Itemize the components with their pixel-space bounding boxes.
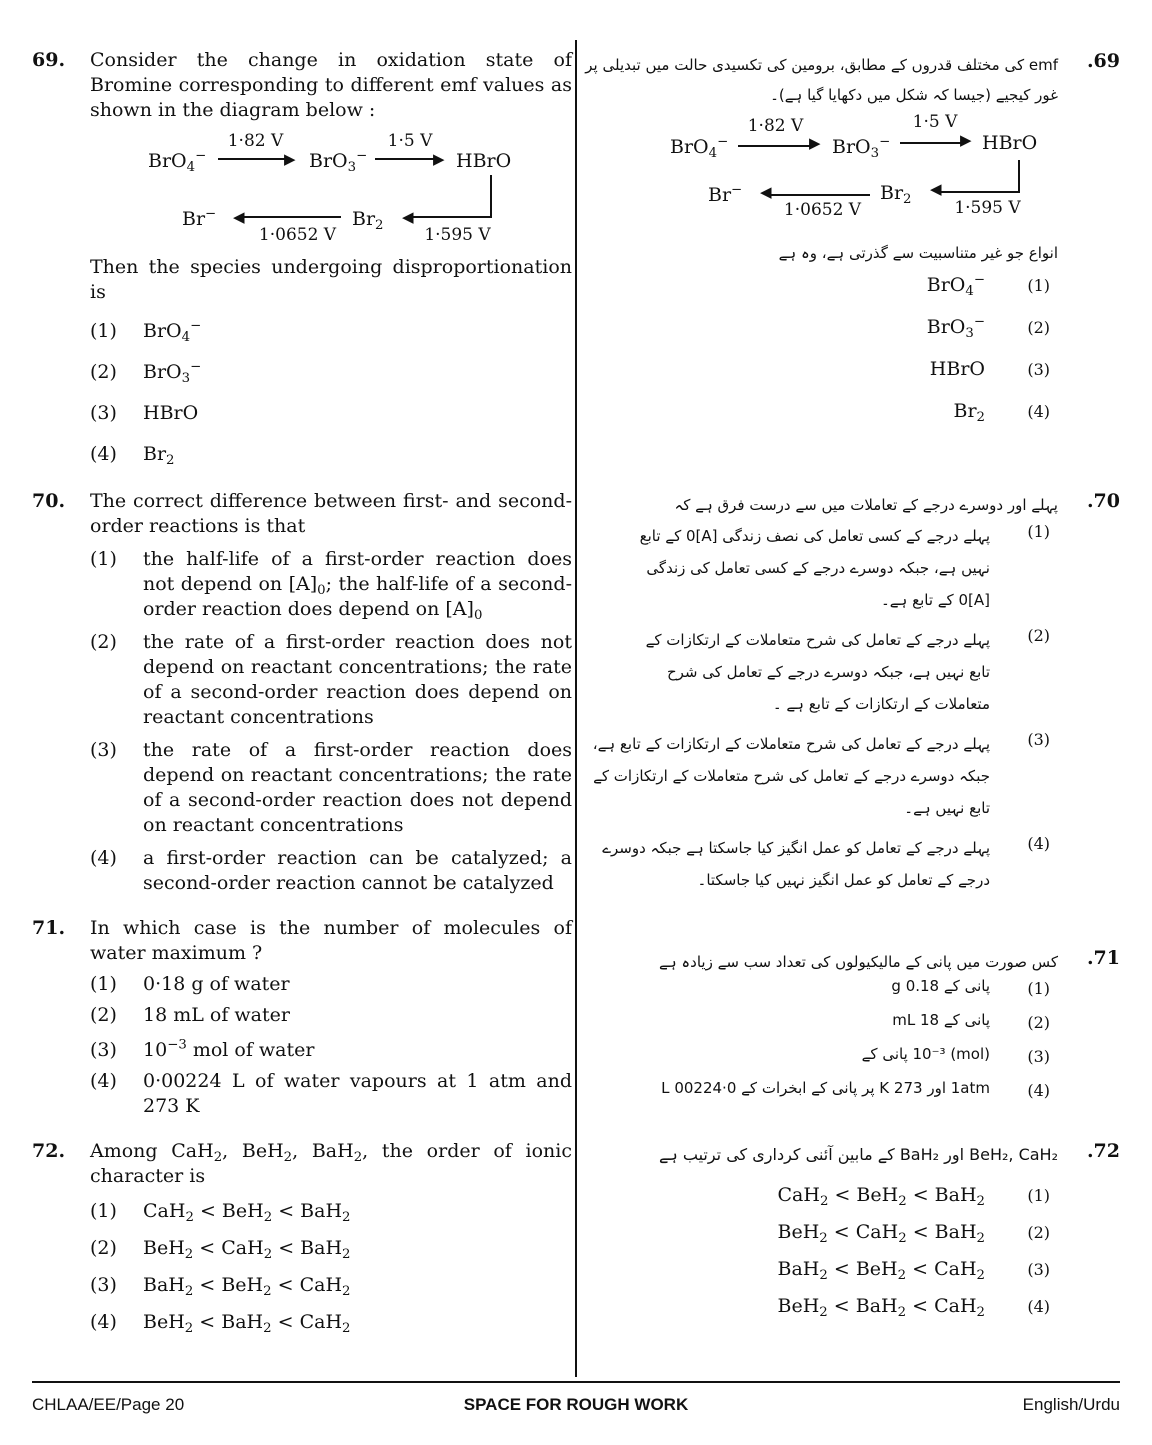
option-2[interactable]: (2) BrO$_3$− [90, 359, 202, 386]
option-4[interactable]: (4) پہلے درجے کے تعامل کو عمل انگیز کیا جاسکتا ہے جبکہ دوسرے درجے کے تعامل کو عمل انگیز نہیں کیا جاسکتا۔ [602, 834, 1050, 889]
option-2[interactable]: (2) BrO$_3$− [926, 314, 1050, 341]
question-69 [32, 48, 572, 467]
urdu-question-71 [585, 947, 1120, 1113]
question-number: 69. [32, 49, 66, 71]
arrow-4 [243, 216, 341, 218]
column-divider [575, 40, 577, 1377]
arrow-1 [738, 145, 813, 147]
option-3[interactable]: (3) HBrO [929, 358, 1050, 380]
option-4[interactable]: (4) 1atm اور 273 K پر پانی کے ابخرات کے 0·00224 L [661, 1079, 1050, 1100]
arrow-3-vertical [1018, 160, 1020, 192]
arrow-head-4: ◀ [760, 183, 772, 201]
emf-diagram [90, 131, 572, 245]
arrow-3-vertical [490, 175, 492, 217]
emf-label-2: 1·5 V [912, 112, 958, 132]
question-text: Among CaH$_2$, BeH$_2$, BaH$_2$, the order of ionic character is [90, 1140, 572, 1187]
emf-label-4: 1·0652 V [258, 225, 337, 245]
option-1[interactable]: (1) پانی کے 0.18 g [891, 977, 1050, 998]
option-4[interactable]: (4) $Br_2$ [953, 400, 1050, 425]
option-3[interactable]: (3) the rate of a first-order reaction does depend on reactant concentrations; the rate of a second-order reaction does not depend on reactant concentrations [90, 739, 572, 836]
arrow-2 [900, 142, 964, 144]
emf-label-4: 1·0652 V [783, 200, 862, 220]
species-br-minus: Br− [708, 182, 743, 206]
option-4[interactable]: (4) 0·00224 L of water vapours at 1 atm and 273 K [90, 1070, 572, 1117]
emf-diagram-urdu [670, 112, 1120, 228]
question-text: BeH₂, CaH₂ اور BaH₂ کے مابین آئنی کرداری کی ترتیب ہے [659, 1145, 1058, 1164]
option-4[interactable]: (4) BeH$_2$ < BaH$_2$ < CaH$_2$ [90, 1311, 351, 1336]
option-3[interactable]: (3) BaH$_2$ < BeH$_2$ < CaH$_2$ [90, 1274, 351, 1299]
question-72 [32, 1139, 572, 1335]
emf-label-3: 1·595 V [424, 225, 491, 245]
question-number: 72. [32, 1140, 66, 1162]
arrow-head-2: ▶ [960, 131, 972, 149]
option-2[interactable]: (2) پانی کے 18 mL [892, 1011, 1050, 1032]
species-hbro: HBrO [456, 150, 512, 172]
option-1[interactable]: (1) BrO$_4$− [90, 318, 202, 345]
rough-work-label: SPACE FOR ROUGH WORK [463, 1395, 689, 1414]
question-71 [32, 916, 572, 1119]
arrow-3 [412, 216, 492, 218]
question-text: Consider the change in oxidation state of Bromine corresponding to different emf values as shown in the diagram below : [90, 49, 572, 121]
arrow-head-3: ◀ [402, 208, 414, 226]
question-text: The correct difference between first- and second-order reactions is that [90, 490, 572, 537]
option-3[interactable]: (3) (mol) 10⁻³ پانی کے [861, 1045, 1050, 1066]
urdu-options-72 [585, 1184, 1120, 1332]
question-text: In which case is the number of molecules of water maximum ? [90, 917, 572, 964]
english-column [32, 48, 572, 1349]
species-bro3: BrO$_3$− [309, 148, 368, 175]
urdu-question-72 [585, 1140, 1120, 1332]
question-text: پہلے اور دوسرے درجے کے تعاملات میں سے درست فرق ہے کہ [674, 496, 1058, 514]
question-stem-2: Then the species undergoing disproportionation is [90, 256, 572, 303]
question-text: کس صورت میں پانی کے مالیکیولوں کی تعداد سب سے زیادہ ہے [659, 953, 1058, 971]
emf-label-2: 1·5 V [387, 131, 433, 151]
option-1[interactable]: (1) BrO$_4$− [926, 272, 1050, 299]
option-1[interactable]: (1) CaH$_2$ < BeH$_2$ < BaH$_2$ [777, 1184, 1050, 1209]
species-br-minus: Br− [182, 206, 217, 230]
species-bro4: BrO$_4$− [670, 134, 729, 161]
option-1[interactable]: (1) CaH$_2$ < BeH$_2$ < BaH$_2$ [90, 1200, 351, 1225]
question-text: emf کی مختلف قدروں کے مطابق، برومین کی تکسیدی حالت میں تبدیلی پر غور کیجیے (جیسا کہ شکل میں دکھایا گیا ہے)۔ [585, 56, 1058, 104]
option-2[interactable]: (2) 18 mL of water [90, 1004, 290, 1026]
option-2[interactable]: (2) BeH$_2$ < CaH$_2$ < BaH$_2$ [90, 1237, 351, 1262]
question-number: .72 [1086, 1140, 1120, 1162]
page-code: CHLAA/EE/Page 20 [32, 1395, 185, 1414]
option-1[interactable]: (1) the half-life of a first-order reaction does not depend on $[A]_0$; the half-life of a second-order reaction does depend on $[A]_0$ [90, 548, 572, 623]
page-footer [32, 1381, 1120, 1433]
option-4[interactable]: (4) BeH$_2$ < BaH$_2$ < CaH$_2$ [777, 1295, 1050, 1320]
question-number: .71 [1086, 947, 1120, 969]
species-br2: $Br_2$ [352, 208, 384, 233]
option-4[interactable]: (4) a first-order reaction can be catalyzed; a second-order reaction cannot be catalyzed [90, 847, 572, 894]
question-number: .70 [1086, 490, 1120, 512]
question-number: .69 [1086, 50, 1120, 72]
question-70 [32, 489, 572, 896]
emf-label-3: 1·595 V [954, 198, 1021, 218]
emf-label-1: 1·82 V [227, 131, 284, 151]
arrow-2 [375, 158, 437, 160]
arrow-head-4: ◀ [233, 208, 245, 226]
language-label: English/Urdu [1022, 1395, 1120, 1414]
urdu-question-70 [585, 490, 1120, 902]
question-stem-2: انواع جو غیر متناسبیت سے گذرتی ہے، وہ ہے [778, 244, 1058, 262]
arrow-head-1: ▶ [284, 150, 296, 168]
option-1[interactable]: (1) 0·18 g of water [90, 973, 290, 995]
arrow-1 [218, 158, 288, 160]
option-3[interactable]: (3) BaH$_2$ < BeH$_2$ < CaH$_2$ [777, 1258, 1050, 1283]
question-number: 70. [32, 490, 66, 512]
arrow-head-2: ▶ [433, 150, 445, 168]
option-1[interactable]: (1) پہلے درجے کے کسی تعامل کی نصف زندگی [A]0 کے تابع نہیں ہے، جبکہ دوسرے درجے کے کسی تعامل کی زندگی [A]0 کے تابع ہے۔ [639, 522, 1050, 609]
arrow-4 [770, 194, 870, 196]
urdu-question-69 [585, 50, 1120, 442]
question-number: 71. [32, 917, 66, 939]
arrow-3 [940, 191, 1020, 193]
option-2[interactable]: (2) BeH$_2$ < CaH$_2$ < BaH$_2$ [777, 1221, 1050, 1246]
arrow-head-3: ◀ [930, 180, 942, 198]
option-3[interactable]: (3) $10^{-3}$ mol of water [90, 1037, 315, 1061]
emf-label-1: 1·82 V [747, 116, 804, 136]
species-bro3: BrO$_3$− [832, 134, 891, 161]
species-br2: $Br_2$ [880, 182, 912, 207]
option-2[interactable]: (2) the rate of a first-order reaction does not depend on reactant concentrations; the rate of a second-order reaction does depend on reactant concentrations [90, 631, 572, 728]
option-4[interactable]: (4) $Br_2$ [90, 443, 175, 468]
species-hbro: HBrO [982, 132, 1038, 154]
option-3[interactable]: (3) پہلے درجے کے تعامل کی شرح متعاملات کے ارتکازات کے تابع ہے، جبکہ دوسرے درجے کے تعامل کی شرح متعاملات کے ارتکازات کے تابع نہیں ہے۔ [592, 730, 1050, 817]
option-3[interactable]: (3) HBrO [90, 402, 199, 424]
urdu-options-69 [585, 274, 1120, 442]
arrow-head-1: ▶ [809, 134, 821, 152]
species-bro4: BrO$_4$− [148, 148, 207, 175]
option-2[interactable]: (2) پہلے درجے کے تعامل کی شرح متعاملات کے ارتکازات کے تابع نہیں ہے، جبکہ دوسرے درجے کے تعامل کی شرح متعاملات کے ارتکازات کے تابع ہے ۔ [645, 626, 1050, 713]
